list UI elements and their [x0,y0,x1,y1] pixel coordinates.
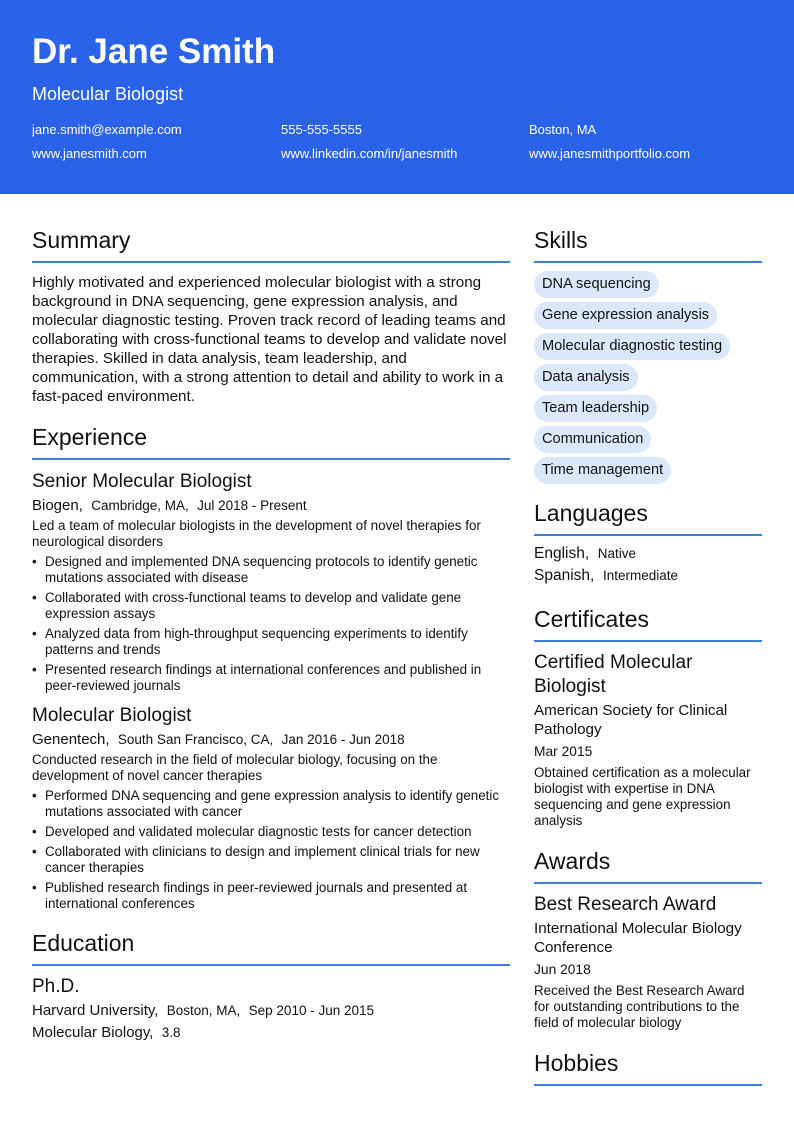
candidate-name: Dr. Jane Smith [32,32,276,71]
main-column [32,226,510,1043]
award-title: Best Research Award [534,894,717,915]
certificate-description: Obtained certification as a molecular biologist with expertise in DNA sequencing and gene expression analysis [534,765,751,828]
education-section [32,929,510,1043]
certificate-org: American Society for Clinical Pathology [534,702,728,738]
language-name: English, [534,545,590,562]
awards-section [534,847,762,1031]
skill-pill: Data analysis [534,364,638,391]
languages-heading: Languages [534,500,648,526]
list-item: • Presented research findings at international conferences and published in peer-reviewed journals [32,662,510,694]
job-title: Molecular Biologist [32,705,192,726]
award-description: Received the Best Research Award for outstanding contributions to the field of molecular biology [534,983,745,1030]
job-title: Senior Molecular Biologist [32,471,252,492]
certificate-title: Certified Molecular Biologist [534,652,693,697]
certificates-section [534,605,762,829]
awards-heading: Awards [534,848,611,874]
skills-section [534,226,762,488]
field-of-study: Molecular Biology, [32,1024,154,1041]
section-divider [32,964,510,966]
skills-heading: Skills [534,227,588,253]
section-divider [534,534,762,536]
summary-text: Highly motivated and experienced molecular biologist with a strong background in DNA sequencing, gene expression analysis, and molecular diagnostic testing. Proven track record of leading teams and collaborating with cross-functional teams to develop and validate novel therapies. Skilled in data analysis, team leadership, and communication, with a strong attention to detail and ability to work in a fast-paced environment. [32,274,507,405]
gpa-value: 3.8 [161,1025,181,1040]
job-dates: Jul 2018 - Present [197,498,307,513]
language-level: Intermediate [602,568,678,583]
skill-pill: Team leadership [534,395,657,422]
skill-pill: DNA sequencing [534,271,659,298]
email-link[interactable]: jane.smith@example.com [32,122,182,137]
job-location: Cambridge, MA, [91,498,189,513]
list-item: • Designed and implemented DNA sequencing protocols to identify genetic mutations associated with disease [32,554,510,586]
job-bullets [32,788,510,912]
candidate-title: Molecular Biologist [32,84,184,104]
certificate-date: Mar 2015 [534,744,593,759]
job-dates: Jan 2016 - Jun 2018 [281,732,405,747]
location-text: Boston, MA [529,122,597,137]
list-item: • Developed and validated molecular diagnostic tests for cancer detection [32,824,510,840]
job-entry [32,470,510,694]
job-location: South San Francisco, CA, [117,732,274,747]
website-link[interactable]: www.janesmith.com [32,146,147,161]
linkedin-link[interactable]: www.linkedin.com/in/janesmith [281,146,458,161]
degree-title: Ph.D. [32,976,80,997]
skill-pill: Communication [534,426,651,453]
hobbies-heading: Hobbies [534,1050,619,1076]
summary-section [32,226,510,406]
section-divider [534,882,762,884]
languages-section [534,499,762,587]
school-location: Boston, MA, [166,1003,241,1018]
portfolio-link[interactable]: www.janesmithportfolio.com [529,146,691,161]
education-heading: Education [32,930,135,956]
section-divider [32,458,510,460]
skill-pill: Gene expression analysis [534,302,717,329]
job-company: Genentech, [32,731,110,748]
job-meta [32,730,510,750]
education-dates: Sep 2010 - Jun 2015 [248,1003,375,1018]
section-divider [534,261,762,263]
list-item: • Analyzed data from high-throughput sequencing experiments to identify patterns and trends [32,626,510,658]
language-row [534,565,762,587]
skill-pill: Molecular diagnostic testing [534,333,730,360]
job-meta [32,496,510,516]
award-date: Jun 2018 [534,962,591,977]
job-company: Biogen, [32,497,83,514]
skill-pill: Time management [534,457,671,484]
job-entry [32,704,510,912]
job-bullets [32,554,510,694]
summary-heading: Summary [32,227,131,253]
education-meta [32,1001,510,1021]
list-item: • Collaborated with clinicians to design and implement clinical trials for new cancer therapies [32,844,510,876]
header-banner [0,0,794,194]
phone-text: 555-555-5555 [281,122,362,137]
language-name: Spanish, [534,567,595,584]
field-meta [32,1023,510,1043]
list-item: • Published research findings in peer-reviewed journals and presented at international conferences [32,880,510,912]
section-divider [534,1084,762,1086]
award-org: International Molecular Biology Conference [534,920,742,956]
job-description: Led a team of molecular biologists in the development of novel therapies for neurological disorders [32,518,481,549]
language-level: Native [597,546,637,561]
section-divider [534,640,762,642]
experience-heading: Experience [32,424,148,450]
sidebar-column [534,226,762,1086]
list-item: • Collaborated with cross-functional teams to develop and validate gene expression assays [32,590,510,622]
language-row [534,543,762,565]
certificates-heading: Certificates [534,606,650,632]
experience-section [32,423,510,912]
hobbies-section [534,1049,762,1086]
school-name: Harvard University, [32,1002,159,1019]
list-item: • Performed DNA sequencing and gene expression analysis to identify genetic mutations associated with cancer [32,788,510,820]
job-description: Conducted research in the field of molecular biology, focusing on the development of novel cancer therapies [32,752,438,783]
section-divider [32,261,510,263]
